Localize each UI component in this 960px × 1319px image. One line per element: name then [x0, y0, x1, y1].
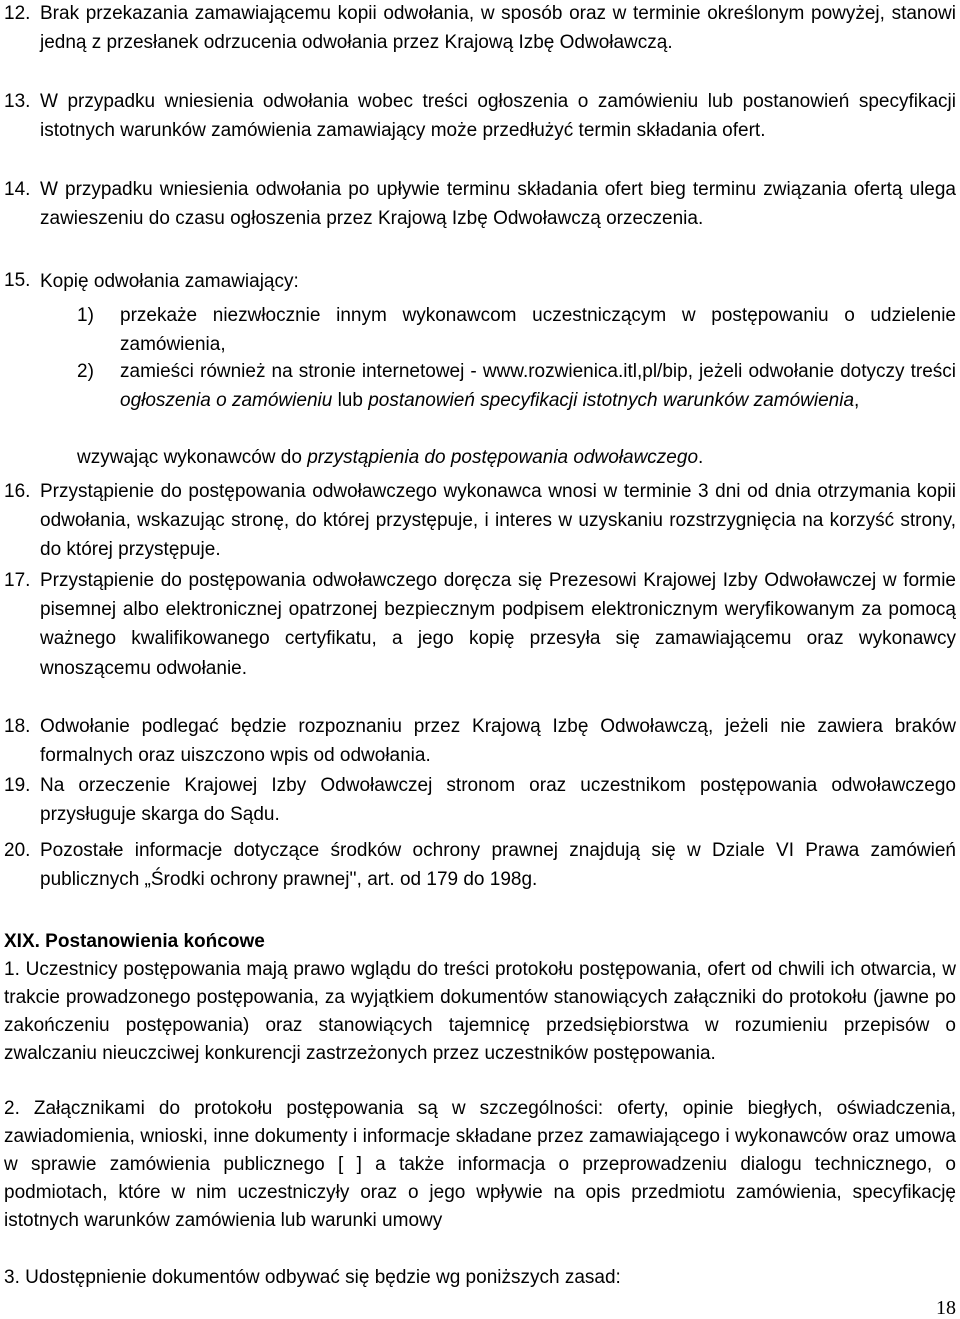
section-heading: XIX. Postanowienia końcowe	[4, 931, 265, 952]
list-item-text: Pozostałe informacje dotyczące środków ochrony prawnej znajdują się w Dziale VI Prawa zamówień publicznych „Środki ochrony prawnej'', art. od 179 do 198g.	[40, 840, 956, 891]
list-item-text: Brak przekazania zamawiającemu kopii odwołania, w sposób oraz w terminie określonym powyżej, stanowi jedną z przesłanek odrzucenia odwołania przez Krajową Izbę Odwoławczą.	[40, 3, 956, 54]
list-item-text: W przypadku wniesienia odwołania po upływie terminu składania ofert bieg terminu związania ofertą ulega zawieszeniu do czasu ogłoszenia przez Krajową Izbę Odwoławczą orzeczenia.	[40, 179, 956, 230]
sub-list-item-number: 1)	[77, 305, 94, 326]
sub-list-item-number: 2)	[77, 361, 94, 382]
list-item-number: 20.	[4, 840, 31, 861]
section-paragraph: 2. Załącznikami do protokołu postępowania są w szczególności: oferty, opinie biegłych, oświadczenia, zawiadomienia, wnioski, inne dokumenty i informacje składane przez zamawiającego i wykonawców oraz umowa w sprawie zamówienia publicznego [ ] a także informacja o przeprowadzeniu dialogu technicznego, o podmiotach, które w nim uczestniczyły oraz o jego wpływie na opis przedmiotu zamówienia, specyfikację istotnych warunków zamówienia lub warunki umowy	[4, 1098, 956, 1232]
list-item-number: 18.	[4, 716, 31, 737]
closing-line-italic: przystąpienia do postępowania odwoławczego	[307, 447, 699, 468]
page-number: 18	[936, 1297, 956, 1319]
list-item-text: Kopię odwołania zamawiający:	[40, 271, 299, 292]
sub-item-italic-text: postanowień specyfikacji istotnych warunków zamówienia	[368, 390, 855, 411]
list-item-text: Odwołanie podlegać będzie rozpoznaniu przez Krajową Izbę Odwoławczą, jeżeli nie zawiera braków formalnych oraz uiszczono wpis od odwołania.	[40, 716, 956, 767]
sub-list-item-text: przekaże niezwłocznie innym wykonawcom uczestniczącym w postępowaniu o udzielenie zamówienia,	[120, 305, 956, 355]
list-item-number: 14.	[4, 179, 31, 200]
list-item-number: 15.	[4, 270, 31, 291]
section-paragraph: 3. Udostępnienie dokumentów odbywać się będzie wg poniższych zasad:	[4, 1267, 621, 1288]
closing-line	[77, 443, 703, 472]
list-item-text: Przystąpienie do postępowania odwoławczego doręcza się Prezesowi Krajowej Izby Odwoławczej w formie pisemnej albo elektronicznej opatrzonej bezpiecznym podpisem elektronicznym weryfikowanym za pomocą ważnego kwalifikowanego certyfikatu, a jego kopię przesyła się zamawiającemu oraz wykonawcy wnoszącemu odwołanie.	[40, 570, 956, 679]
sub-item-italic-text: ogłoszenia o zamówieniu	[120, 390, 333, 411]
closing-line-text: wzywając wykonawców do	[77, 447, 308, 468]
closing-line-text: .	[698, 447, 704, 468]
list-item-number: 19.	[4, 775, 31, 796]
section-paragraph: 1. Uczestnicy postępowania mają prawo wglądu do treści protokołu postępowania, ofert od chwili ich otwarcia, w trakcie prowadzonego postępowania, za wyjątkiem dokumentów stanowiących załączniki do protokołu (jawne po zakończeniu postępowania) oraz stanowiących tajemnicę przedsiębiorstwa w rozumieniu przepisów o zwalczaniu nieuczciwej konkurencji zastrzeżonych przez uczestników postępowania.	[4, 959, 956, 1065]
list-item-number: 17.	[4, 570, 31, 591]
list-item-text: W przypadku wniesienia odwołania wobec treści ogłoszenia o zamówieniu lub postanowień specyfikacji istotnych warunków zamówienia zamawiający może przedłużyć termin składania ofert.	[40, 91, 956, 142]
list-item-text: Przystąpienie do postępowania odwoławczego wykonawca wnosi w terminie 3 dni od dnia otrzymania kopii odwołania, wskazując stronę, do której przystępuje, i interes w uzyskaniu rozstrzygnięcia na korzyść strony, do której przystępuje.	[40, 481, 956, 561]
sub-item-text-part: zamieści również na stronie internetowej - www.rozwienica.itl,pl/bip, jeżeli odwołanie dotyczy treści	[120, 361, 956, 382]
list-item-text: Na orzeczenie Krajowej Izby Odwoławczej stronom oraz uczestnikom postępowania odwoławczego przysługuje skarga do Sądu.	[40, 775, 956, 826]
sub-list-item-text	[120, 357, 956, 415]
sub-item-text-part: lub	[332, 390, 369, 411]
sub-item-text-part: ,	[854, 390, 860, 411]
list-item-number: 16.	[4, 481, 31, 502]
list-item-number: 12.	[4, 3, 31, 24]
list-item-number: 13.	[4, 91, 31, 112]
